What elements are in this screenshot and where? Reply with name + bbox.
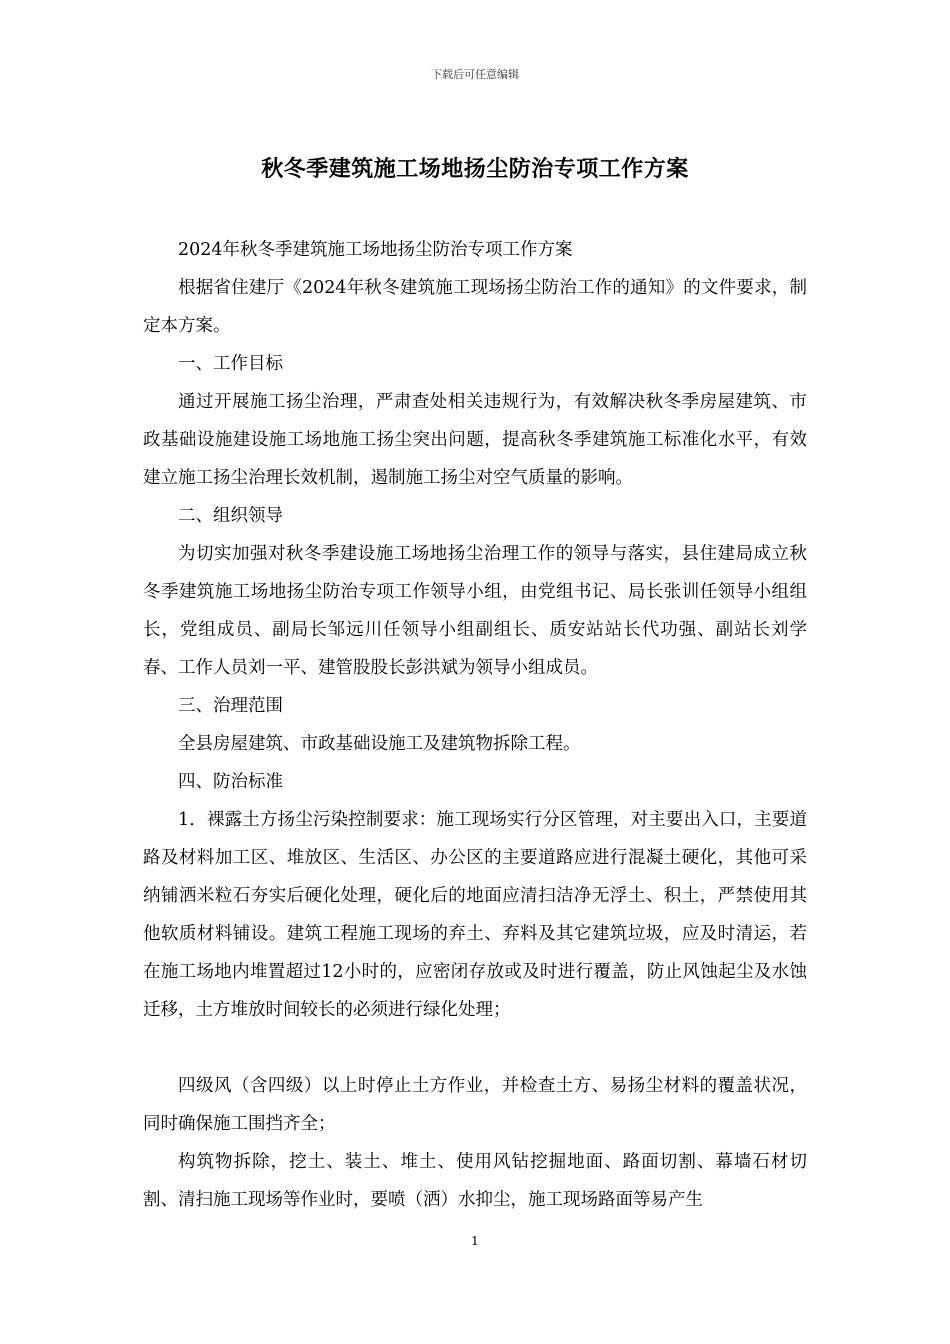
section-heading-scope: 三、治理范围 (178, 696, 283, 716)
paragraph-intro: 根据省住建厅《2024年秋冬建筑施工现场扬尘防治工作的通知》的文件要求，制定本方案。 (143, 278, 807, 336)
page-number: 1 (471, 1234, 479, 1248)
document-body (143, 231, 807, 1219)
paragraph-wind: 四级风（含四级）以上时停止土方作业，并检查土方、易扬尘材料的覆盖状况，同时确保施工围挡齐全； (143, 1076, 807, 1134)
document-title: 秋冬季建筑施工场地扬尘防治专项工作方案 (261, 156, 689, 182)
blank-line (143, 1029, 807, 1067)
paragraph-goals: 通过开展施工扬尘治理，严肃查处相关违规行为，有效解决秋冬季房屋建筑、市政基础设施建设施工场地施工扬尘突出问题，提高秋冬季建筑施工标准化水平，有效建立施工扬尘治理长效机制，遏制施工扬尘对空气质量的影响。 (143, 392, 807, 488)
paragraph-demolition: 构筑物拆除，挖土、装土、堆土、使用风钻挖掘地面、路面切割、幕墙石材切割、清扫施工现场等作业时，要喷（洒）水抑尘，施工现场路面等易产生 (143, 1152, 807, 1210)
paragraph-leadership: 为切实加强对秋冬季建设施工场地扬尘治理工作的领导与落实，县住建局成立秋冬季建筑施工场地扬尘防治专项工作领导小组，由党组书记、局长张训任领导小组组长，党组成员、副局长邹远川任领导小组副组长、质安站站长代功强、副站长刘学春、工作人员刘一平、建管股股长彭洪斌为领导小组成员。 (143, 544, 807, 678)
paragraph-scope: 全县房屋建筑、市政基础设施工及建筑物拆除工程。 (178, 734, 581, 754)
section-heading-goals: 一、工作目标 (178, 354, 283, 374)
paragraph-subtitle: 2024年秋冬季建筑施工场地扬尘防治专项工作方案 (178, 240, 573, 260)
paragraph-standard-1: 1．裸露土方扬尘污染控制要求：施工现场实行分区管理，对主要出入口，主要道路及材料加工区、堆放区、生活区、办公区的主要道路应进行混凝土硬化，其他可采纳铺洒米粒石夯实后硬化处理，硬化后的地面应清扫洁净无浮土、积土，严禁使用其他软质材料铺设。建筑工程施工现场的弃土、弃料及其它建筑垃圾，应及时清运，若在施工场地内堆置超过12小时的，应密闭存放或及时进行覆盖，防止风蚀起尘及水蚀迁移，土方堆放时间较长的必须进行绿化处理； (143, 810, 807, 1020)
section-heading-standards: 四、防治标准 (178, 772, 283, 792)
page-header-note: 下载后可任意编辑 (431, 68, 519, 81)
section-heading-leadership: 二、组织领导 (178, 506, 283, 526)
